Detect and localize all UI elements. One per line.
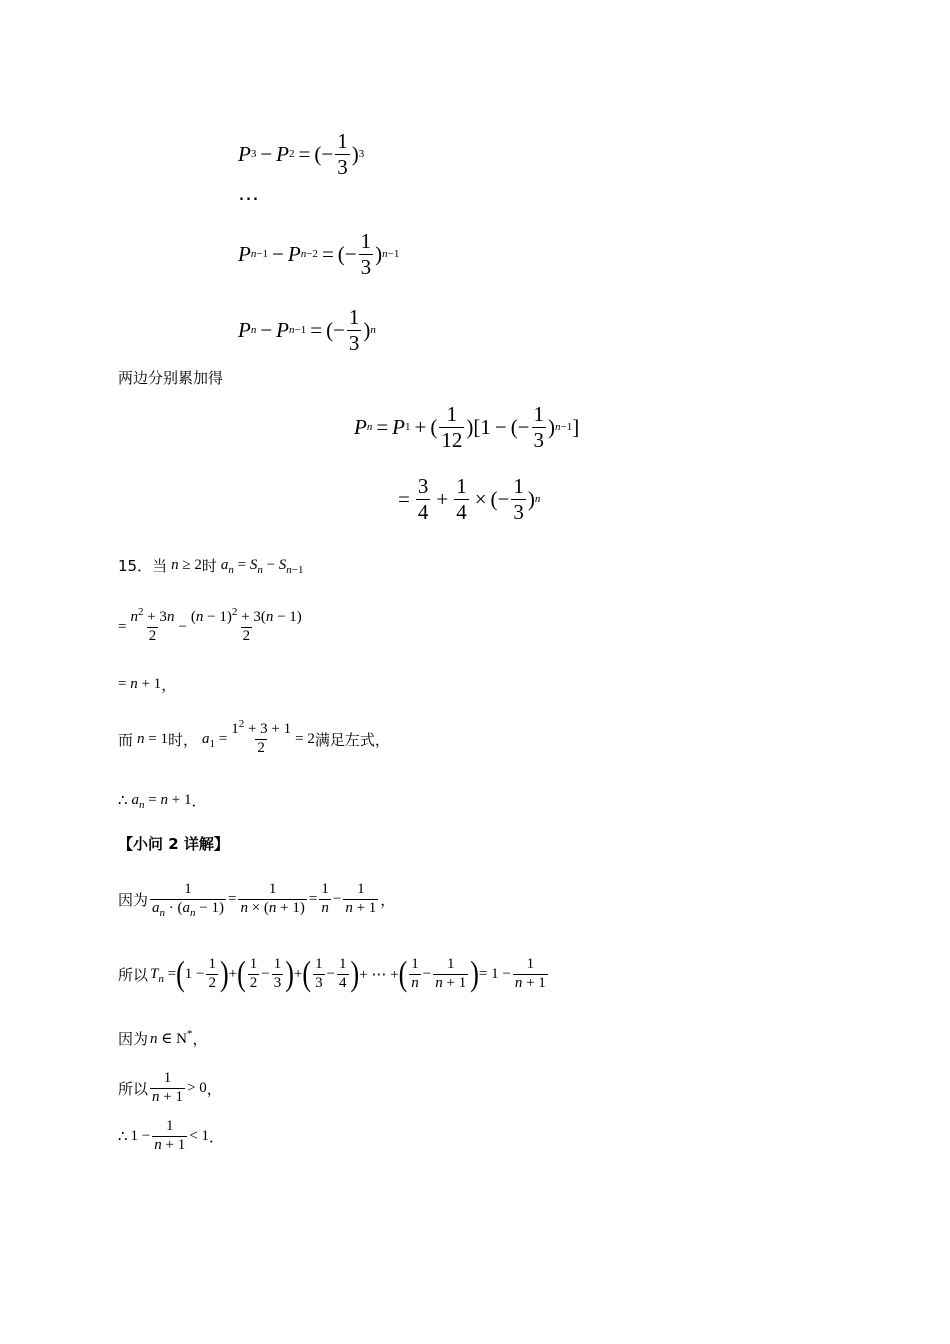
equation-pn-pn1: P n − P n−1 = (− $\frac{1}{3}$ ) n [238,305,376,355]
shi-text: 时， [167,730,198,749]
ellipsis: ⋯ [238,185,259,210]
equation-term: 因为 $\frac{1}{a_n \cdot (a_n - 1)}$ = $\frac{1}{n \times (n + 1)}$ = $\frac{1}{n}$ − $\frac{1}{n + 1}$ ， [118,880,396,919]
er-text: 而 [118,730,134,749]
p15-prefix: 15．当 [118,556,168,575]
n-domain: 因为 n ∈ N* ， [118,1027,208,1048]
equation-pn-result: = $\frac{3}{4}$ + $\frac{1}{4}$ × (− $\frac{1}{3}$ ) n [398,474,541,524]
problem-15-line: 15．当 n ≥ 2 时 $a_n = S_n - S_{n-1}$ [118,556,304,576]
case-n-equals-1: 而 n = 1 时， $a_1$ = $\frac{1^2 + 3 + 1}{2}$ = 2 满足左式， [118,717,390,756]
equation-pn-sum: P n = P 1 + ( $\frac{1}{12}$ )[1 − (− $\frac{1}{3}$ ) n−1 ] [354,402,580,452]
conclusion-an: ∴ $a_n = n + 1$ ． [118,791,207,811]
p15-shi: 时 [201,556,217,575]
yinwei-2: 因为 [118,1029,149,1048]
equation-an-diff: = $\frac{n^2 + 3n}{2}$ − $\frac{(n - 1)^2 + 3(n - 1)}{2}$ [118,605,302,644]
suoyi-1: 所以 [118,965,149,984]
equation-p3-p2: P 3 − P 2 = (− $\frac{1}{3}$ ) 3 [238,129,365,179]
satisfy-text: 满足左式， [314,730,390,749]
equation-an-simplified: = n + 1 ， [118,675,177,694]
sub-question-2-title: 【小问 2 详解】 [118,834,229,853]
positive-term: 所以 $\frac{1}{n + 1}$ > 0 ， [118,1069,222,1105]
final-conclusion: ∴ 1 − $\frac{1}{n + 1}$ < 1 ． [118,1117,224,1153]
yinwei-1: 因为 [118,890,149,909]
suoyi-2: 所以 [118,1079,149,1098]
equation-pn1-pn2: P n−1 − P n−2 = (− $\frac{1}{3}$ ) n−1 [238,229,400,279]
equation-tn: 所以 $T_n$ = ( 1 − $\frac{1}{2}$ ) + ( $\frac{1}{2}$ − $\frac{1}{3}$ ) + ( $\frac{1}{3}$ − $\frac{1}{4}$ ) + ⋯ + ( $\frac{1}{n}$ − $\frac{1}{n + 1}$ ) = 1 − $\frac{1}{n + 1}$ [118,953,546,993]
sum-note: 两边分别累加得 [118,368,224,387]
